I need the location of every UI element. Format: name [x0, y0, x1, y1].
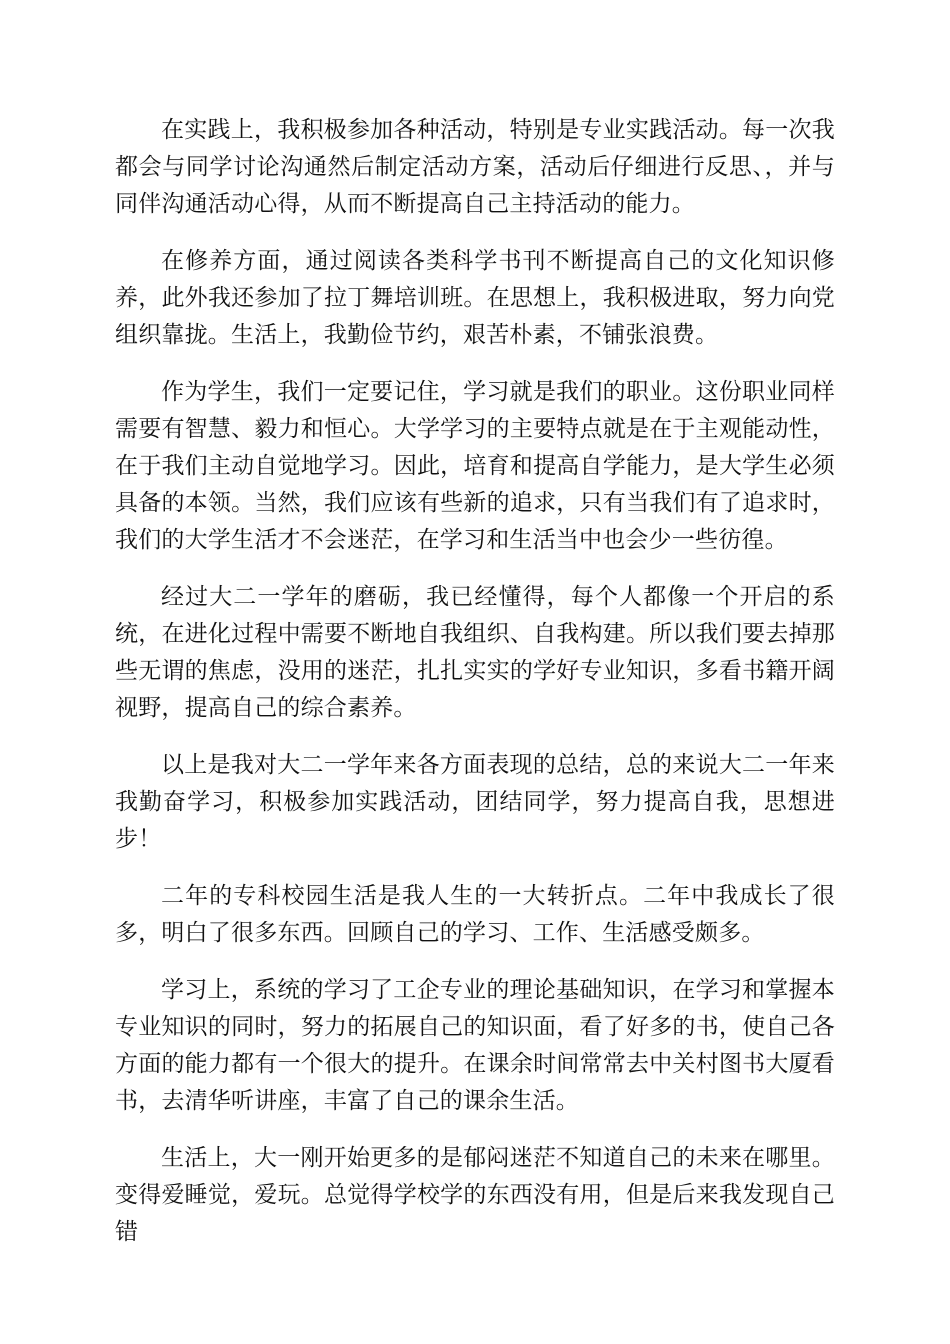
- paragraph-life: 生活上，大一刚开始更多的是郁闷迷茫不知道自己的未来在哪里。变得爱睡觉，爱玩。总觉得学校学的东西没有用，但是后来我发现自己错: [115, 1145, 835, 1245]
- paragraph-study: 学习上，系统的学习了工企专业的理论基础知识，在学习和掌握本专业知识的同时，努力的拓展自己的知识面，看了好多的书，使自己各方面的能力都有一个很大的提升。在课余时间常常去中关村图书大厦看书，去清华听讲座，丰富了自己的课余生活。: [115, 977, 835, 1114]
- paragraph-sophomore-growth: 经过大二一学年的磨砺，我已经懂得，每个人都像一个开启的系统，在进化过程中需要不断地自我组织、自我构建。所以我们要去掉那些无谓的焦虑，没用的迷茫，扎扎实实的学好专业知识，多看书籍开阔视野，提高自己的综合素养。: [115, 584, 835, 721]
- paragraph-cultivation: 在修养方面，通过阅读各类科学书刊不断提高自己的文化知识修养，此外我还参加了拉丁舞培训班。在思想上，我积极进取，努力向党组织靠拢。生活上，我勤俭节约，艰苦朴素，不铺张浪费。: [115, 248, 835, 348]
- paragraph-practice: 在实践上，我积极参加各种活动，特别是专业实践活动。每一次我都会与同学讨论沟通然后制定活动方案，活动后仔细进行反思、，并与同伴沟通活动心得，从而不断提高自己主持活动的能力。: [115, 117, 835, 217]
- paragraph-student-duty: 作为学生，我们一定要记住，学习就是我们的职业。这份职业同样需要有智慧、毅力和恒心。大学学习的主要特点就是在于主观能动性，在于我们主动自觉地学习。因此，培育和提高自学能力，是大学生必须具备的本领。当然，我们应该有些新的追求，只有当我们有了追求时，我们的大学生活才不会迷茫，在学习和生活当中也会少一些彷徨。: [115, 379, 835, 553]
- paragraph-college-life: 二年的专科校园生活是我人生的一大转折点。二年中我成长了很多，明白了很多东西。回顾自己的学习、工作、生活感受颇多。: [115, 883, 835, 946]
- paragraph-summary: 以上是我对大二一学年来各方面表现的总结，总的来说大二一年来我勤奋学习，积极参加实践活动，团结同学，努力提高自我，思想进步！: [115, 752, 835, 852]
- document-body: [115, 112, 835, 1271]
